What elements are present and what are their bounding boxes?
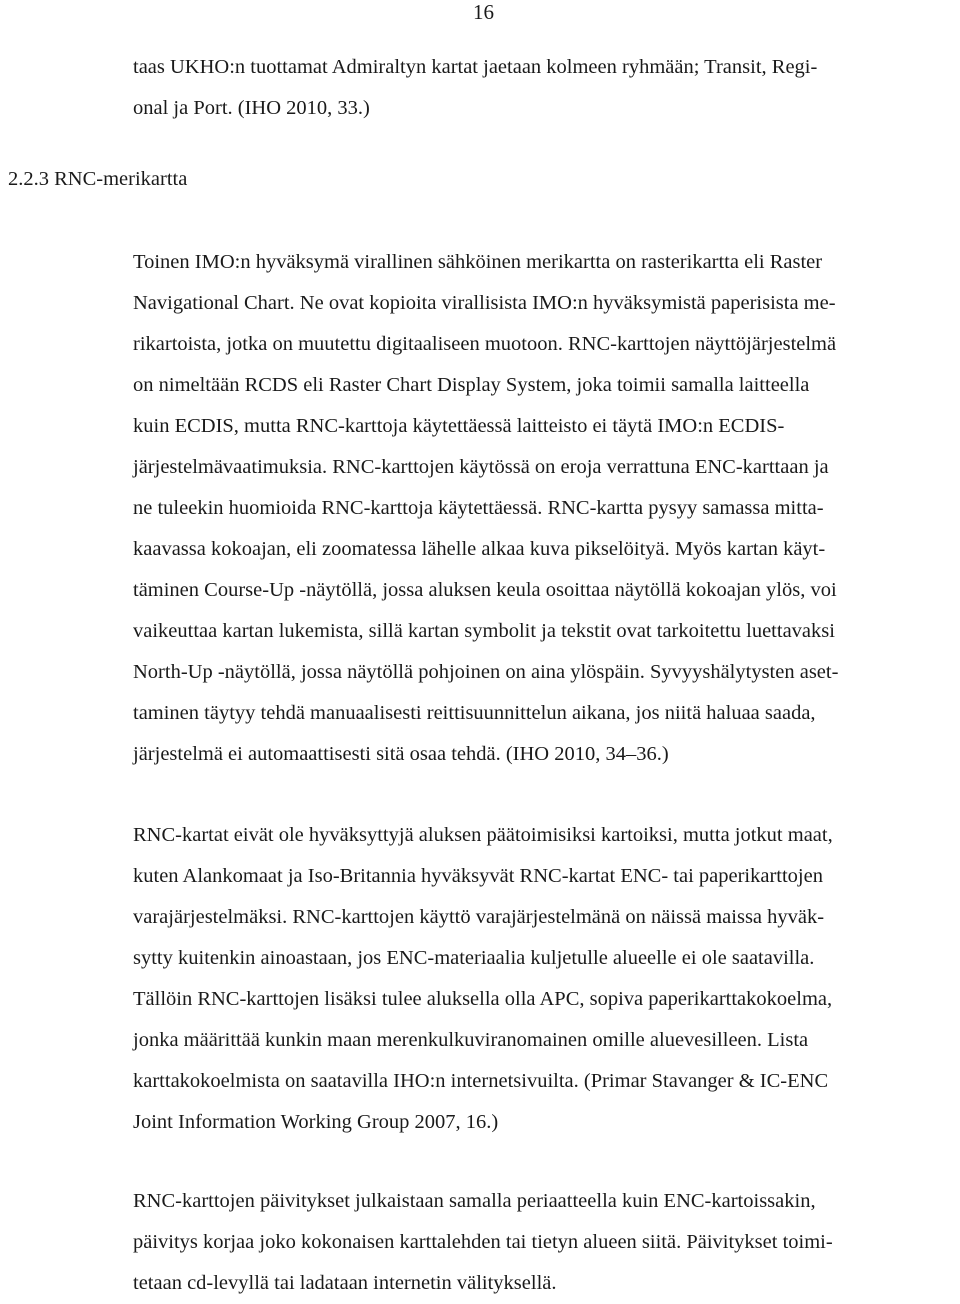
text-line: karttakokoelmista on saatavilla IHO:n internetsivuilta. (Primar Stavanger & IC-ENC — [133, 1070, 829, 1092]
text-line: Tällöin RNC-karttojen lisäksi tulee aluksella olla APC, sopiva paperikarttakokoelma, — [133, 988, 833, 1010]
paragraph-2 — [133, 815, 960, 1143]
text-line: järjestelmävaatimuksia. RNC-karttojen käytössä on eroja verrattuna ENC-karttaan ja — [133, 456, 829, 478]
text-line: Joint Information Working Group 2007, 16.) — [133, 1111, 499, 1133]
text-line: päivitys korjaa joko kokonaisen karttalehden tai tietyn alueen siitä. Päivitykset toimi- — [133, 1231, 833, 1253]
text-line: varajärjestelmäksi. RNC-karttojen käyttö varajärjestelmänä on näissä maissa hyväk- — [133, 906, 825, 928]
text-line: vaikeuttaa kartan lukemista, sillä kartan symbolit ja tekstit ovat tarkoitettu luettavaksi — [133, 620, 835, 642]
text-line: tetaan cd-levyllä tai ladataan internetin välityksellä. — [133, 1272, 557, 1294]
text-line: kaavassa kokoajan, eli zoomatessa lähelle alkaa kuva pikselöityä. Myös kartan käyt- — [133, 538, 826, 560]
text-line: järjestelmä ei automaattisesti sitä osaa tehdä. (IHO 2010, 34–36.) — [133, 743, 669, 765]
text-line: rikartoista, jotka on muutettu digitaaliseen muotoon. RNC-karttojen näyttöjärjestelmä — [133, 333, 837, 355]
text-line: taas UKHO:n tuottamat Admiraltyn kartat jaetaan kolmeen ryhmään; Transit, Regi- — [133, 56, 818, 78]
text-line: jonka määrittää kunkin maan merenkulkuviranomainen omille aluevesilleen. Lista — [133, 1029, 809, 1051]
paragraph-1 — [133, 242, 960, 775]
section-heading: 2.2.3 RNC-merikartta — [8, 168, 188, 190]
text-line: taminen täytyy tehdä manuaalisesti reittisuunnittelun aikana, jos niitä haluaa saada, — [133, 702, 816, 724]
intro-paragraph — [133, 47, 960, 129]
text-line: RNC-karttojen päivitykset julkaistaan samalla periaatteella kuin ENC-kartoissakin, — [133, 1190, 816, 1212]
text-line: kuin ECDIS, mutta RNC-karttoja käytettäessä laitteisto ei täytä IMO:n ECDIS- — [133, 415, 785, 437]
text-line: täminen Course-Up -näytöllä, jossa aluksen keula osoittaa näytöllä kokoajan ylös, voi — [133, 579, 837, 601]
text-line: ne tuleekin huomioida RNC-karttoja käytettäessä. RNC-kartta pysyy samassa mitta- — [133, 497, 824, 519]
paragraph-3 — [133, 1181, 960, 1304]
text-line: kuten Alankomaat ja Iso-Britannia hyväksyvät RNC-kartat ENC- tai paperikarttojen — [133, 865, 823, 887]
text-line: North-Up -näytöllä, jossa näytöllä pohjoinen on aina ylöspäin. Syvyyshälytysten aset- — [133, 661, 839, 683]
text-line: on nimeltään RCDS eli Raster Chart Display System, joka toimii samalla laitteella — [133, 374, 810, 396]
page-number: 16 — [473, 0, 494, 24]
text-line: sytty kuitenkin ainoastaan, jos ENC-materiaalia kuljetulle alueelle ei ole saatavilla. — [133, 947, 815, 969]
text-line: Navigational Chart. Ne ovat kopioita virallisista IMO:n hyväksymistä paperisista me- — [133, 292, 836, 314]
text-line: Toinen IMO:n hyväksymä virallinen sähköinen merikartta on rasterikartta eli Raster — [133, 251, 823, 273]
text-line: onal ja Port. (IHO 2010, 33.) — [133, 97, 370, 119]
text-line: RNC-kartat eivät ole hyväksyttyjä aluksen päätoimisiksi kartoiksi, mutta jotkut maat, — [133, 824, 833, 846]
